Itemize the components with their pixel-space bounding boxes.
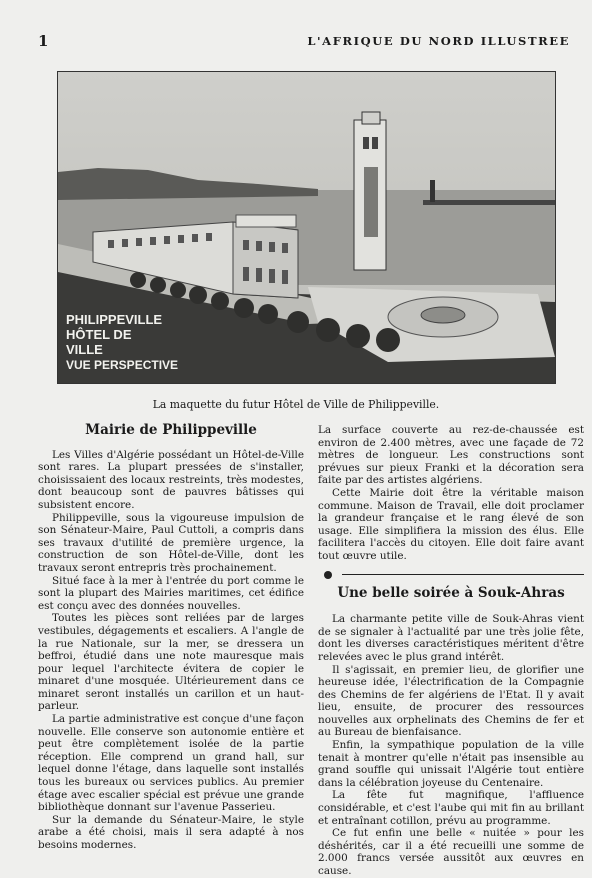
page-number: 1 — [38, 32, 49, 50]
paragraph: La partie administrative est conçue d'une façon nouvelle. Elle conserve son autonomie entière et peut être complètement isolée de la partie réception. Elle comprend un grand hall, sur lequel donne l'étage, dans laquelle sont installés tous les bureaux ou services publics. Au premier étage avec escalier spécial est prévue une grande bibliothèque donnant sur l'avenue Passerieu. — [38, 713, 304, 814]
article-title-soiree: Une belle soirée à Souk-Ahras — [337, 584, 565, 601]
separator-dot-icon — [324, 571, 332, 579]
article-title-mairie: Mairie de Philippeville — [85, 422, 257, 438]
paragraph: Cette Mairie doit être la véritable maison commune. Maison de Travail, elle doit proclamer la grandeur française et le rang élevé de son usage. Elle simplifiera la mission des élus. Elle facilitera l'accès du citoyen. Elle doit faire avant tout œuvre utile. — [318, 486, 584, 562]
paragraph: La charmante petite ville de Souk-Ahras vient de se signaler à l'actualité par une très jolie fête, dont les diverses caractéristiques méritent d'être relevées avec le plus grand intérêt. — [318, 613, 584, 663]
article-separator — [318, 571, 584, 579]
paragraph: La surface couverte au rez-de-chaussée est environ de 2.400 mètres, avec une façade de 72 mètres de longueur. Les constructions sont prévues sur pieux Franki et la décoration sera faite par des artistes algériens. — [318, 424, 584, 487]
paragraph: Enfin, la sympathique population de la ville tenait à montrer qu'elle n'était pas insensible au grand souffle qui unissait l'Algérie tout entière dans la célébration joyeuse du Centenaire. — [318, 739, 584, 789]
town-hall-model-photo — [57, 71, 556, 384]
page-header — [38, 32, 570, 52]
paragraph: Situé face à la mer à l'entrée du port comme le sont la plupart des Mairies maritimes, cet édifice est conçu avec des données nouvelles. — [38, 574, 304, 612]
paragraph: Philippeville, sous la vigoureuse impulsion de son Sénateur-Maire, Paul Cuttoli, a compris dans ses travaux d'utilité de première urgence, la construction de son Hôtel-de-Ville, dont les travaux seront entrepris très prochainement. — [38, 511, 304, 574]
paragraph: Ce fut enfin une belle « nuitée » pour les déshérités, car il a été recueilli une somme de 2.000 francs versée aussitôt aux œuvres en cause. — [318, 827, 584, 877]
sign-line-4: VUE PERSPECTIVE — [66, 358, 179, 372]
column-left — [38, 424, 304, 852]
paragraph: Toutes les pièces sont reliées par de larges vestibules, dégagements et escaliers. A l'angle de la rue Nationale, sur la mer, se dressera un beffroi, étudié dans une note mauresque mais pour lequel l'architecte évitera de copier le minaret d'une mosquée. Ultérieurement dans ce minaret seront installés un carillon et un haut-parleur. — [38, 612, 304, 713]
sign-line-2: HÔTEL DE — [66, 327, 132, 342]
paragraph: Sur la demande du Sénateur-Maire, le style arabe a été choisi, mais il sera adapté à nos besoins modernes. — [38, 813, 304, 851]
paragraph: La fête fut magnifique, l'affluence considérable, et c'est l'aube qui mit fin au brillant et entraînant cotillon, prévu au programme. — [318, 789, 584, 827]
sign-line-3: VILLE — [66, 342, 103, 357]
separator-rule — [342, 574, 584, 575]
paragraph: Il s'agissait, en premier lieu, de glorifier une heureuse idée, l'électrification de la Compagnie des Chemins de fer algériens de l'Etat. Il y avait lieu, ensuite, de procurer des ressources nouvelles aux orphelinats des Chemins de fer et au Bureau de bienfaisance. — [318, 663, 584, 739]
figure-caption: La maquette du futur Hôtel de Ville de Philippeville. — [152, 398, 440, 411]
column-right — [318, 424, 584, 878]
sign-line-1: PHILIPPEVILLE — [66, 312, 163, 327]
journal-title: L'AFRIQUE DU NORD ILLUSTREE — [307, 34, 570, 48]
paragraph: Les Villes d'Algérie possédant un Hôtel-de-Ville sont rares. La plupart pressées de s'installer, choisissaient des locaux restreints, très modestes, dont beaucoup sont de pauvres bâtisses qui subsistent encore. — [38, 448, 304, 511]
model-illustration — [58, 72, 555, 383]
